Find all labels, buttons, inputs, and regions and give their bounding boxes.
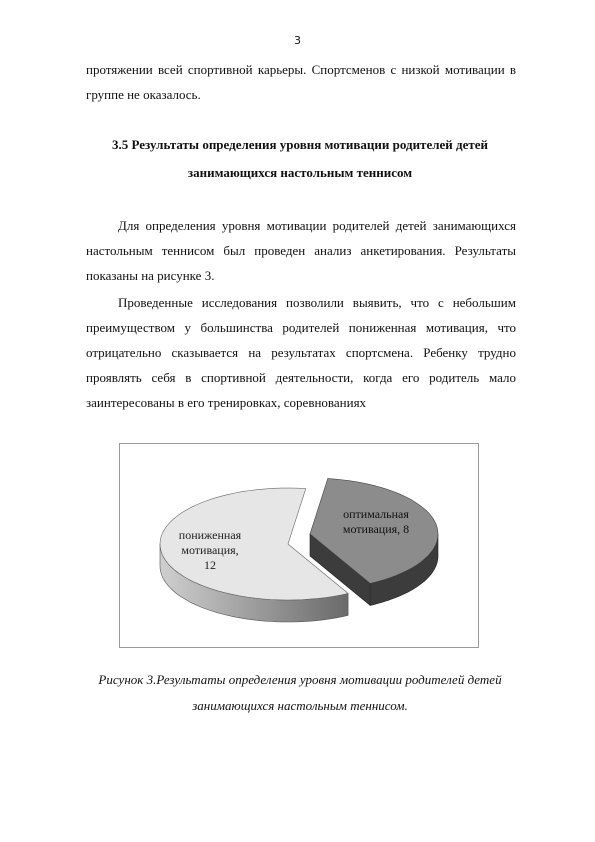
pie-label-low-line1: пониженная (178, 528, 242, 542)
paragraph-continuation-line2: группе не оказалось. (86, 87, 201, 102)
figure-caption-line1: Рисунок 3.Результаты определения уровня мотивации родителей детей (98, 672, 502, 687)
paragraph-1-line2: настольным теннисом был проведен анализ анкетирования. Результаты (86, 243, 516, 258)
paragraph-continuation-line1: протяжении всей спортивной карьеры. Спортсменов с низкой мотивации в (86, 62, 516, 77)
pie-chart-frame (119, 443, 479, 648)
paragraph-2-line4: проявлять себя в спортивной деятельности, когда его родитель мало (86, 370, 516, 385)
paragraph-2-line2: преимуществом у большинства родителей пониженная мотивация, что (86, 320, 516, 335)
paragraph-1-line3: показаны на рисунке 3. (86, 268, 215, 283)
pie-label-optimal-line2: мотивация, 8 (342, 522, 410, 536)
section-heading-line1: 3.5 Результаты определения уровня мотивации родителей детей (111, 137, 489, 152)
paragraph-2-line1: Проведенные исследования позволили выявить, что с небольшим (118, 295, 516, 310)
page-number: 3 (294, 34, 301, 47)
paragraph-1-line1: Для определения уровня мотивации родителей детей занимающихся (118, 218, 516, 233)
pie-label-low-line2: мотивация, (181, 543, 239, 557)
pie-label-low-line3: 12 (204, 558, 216, 572)
figure-caption-line2: занимающихся настольным теннисом. (192, 698, 408, 713)
pie-label-optimal-line1: оптимальная (343, 507, 409, 521)
pie-chart (120, 444, 478, 647)
paragraph-2-line3: отрицательно сказывается на результатах спортсмена. Ребенку трудно (86, 345, 516, 360)
paragraph-2-line5: заинтересованы в его тренировках, соревнованиях (86, 395, 367, 410)
section-heading-line2: занимающихся настольным теннисом (187, 165, 413, 180)
